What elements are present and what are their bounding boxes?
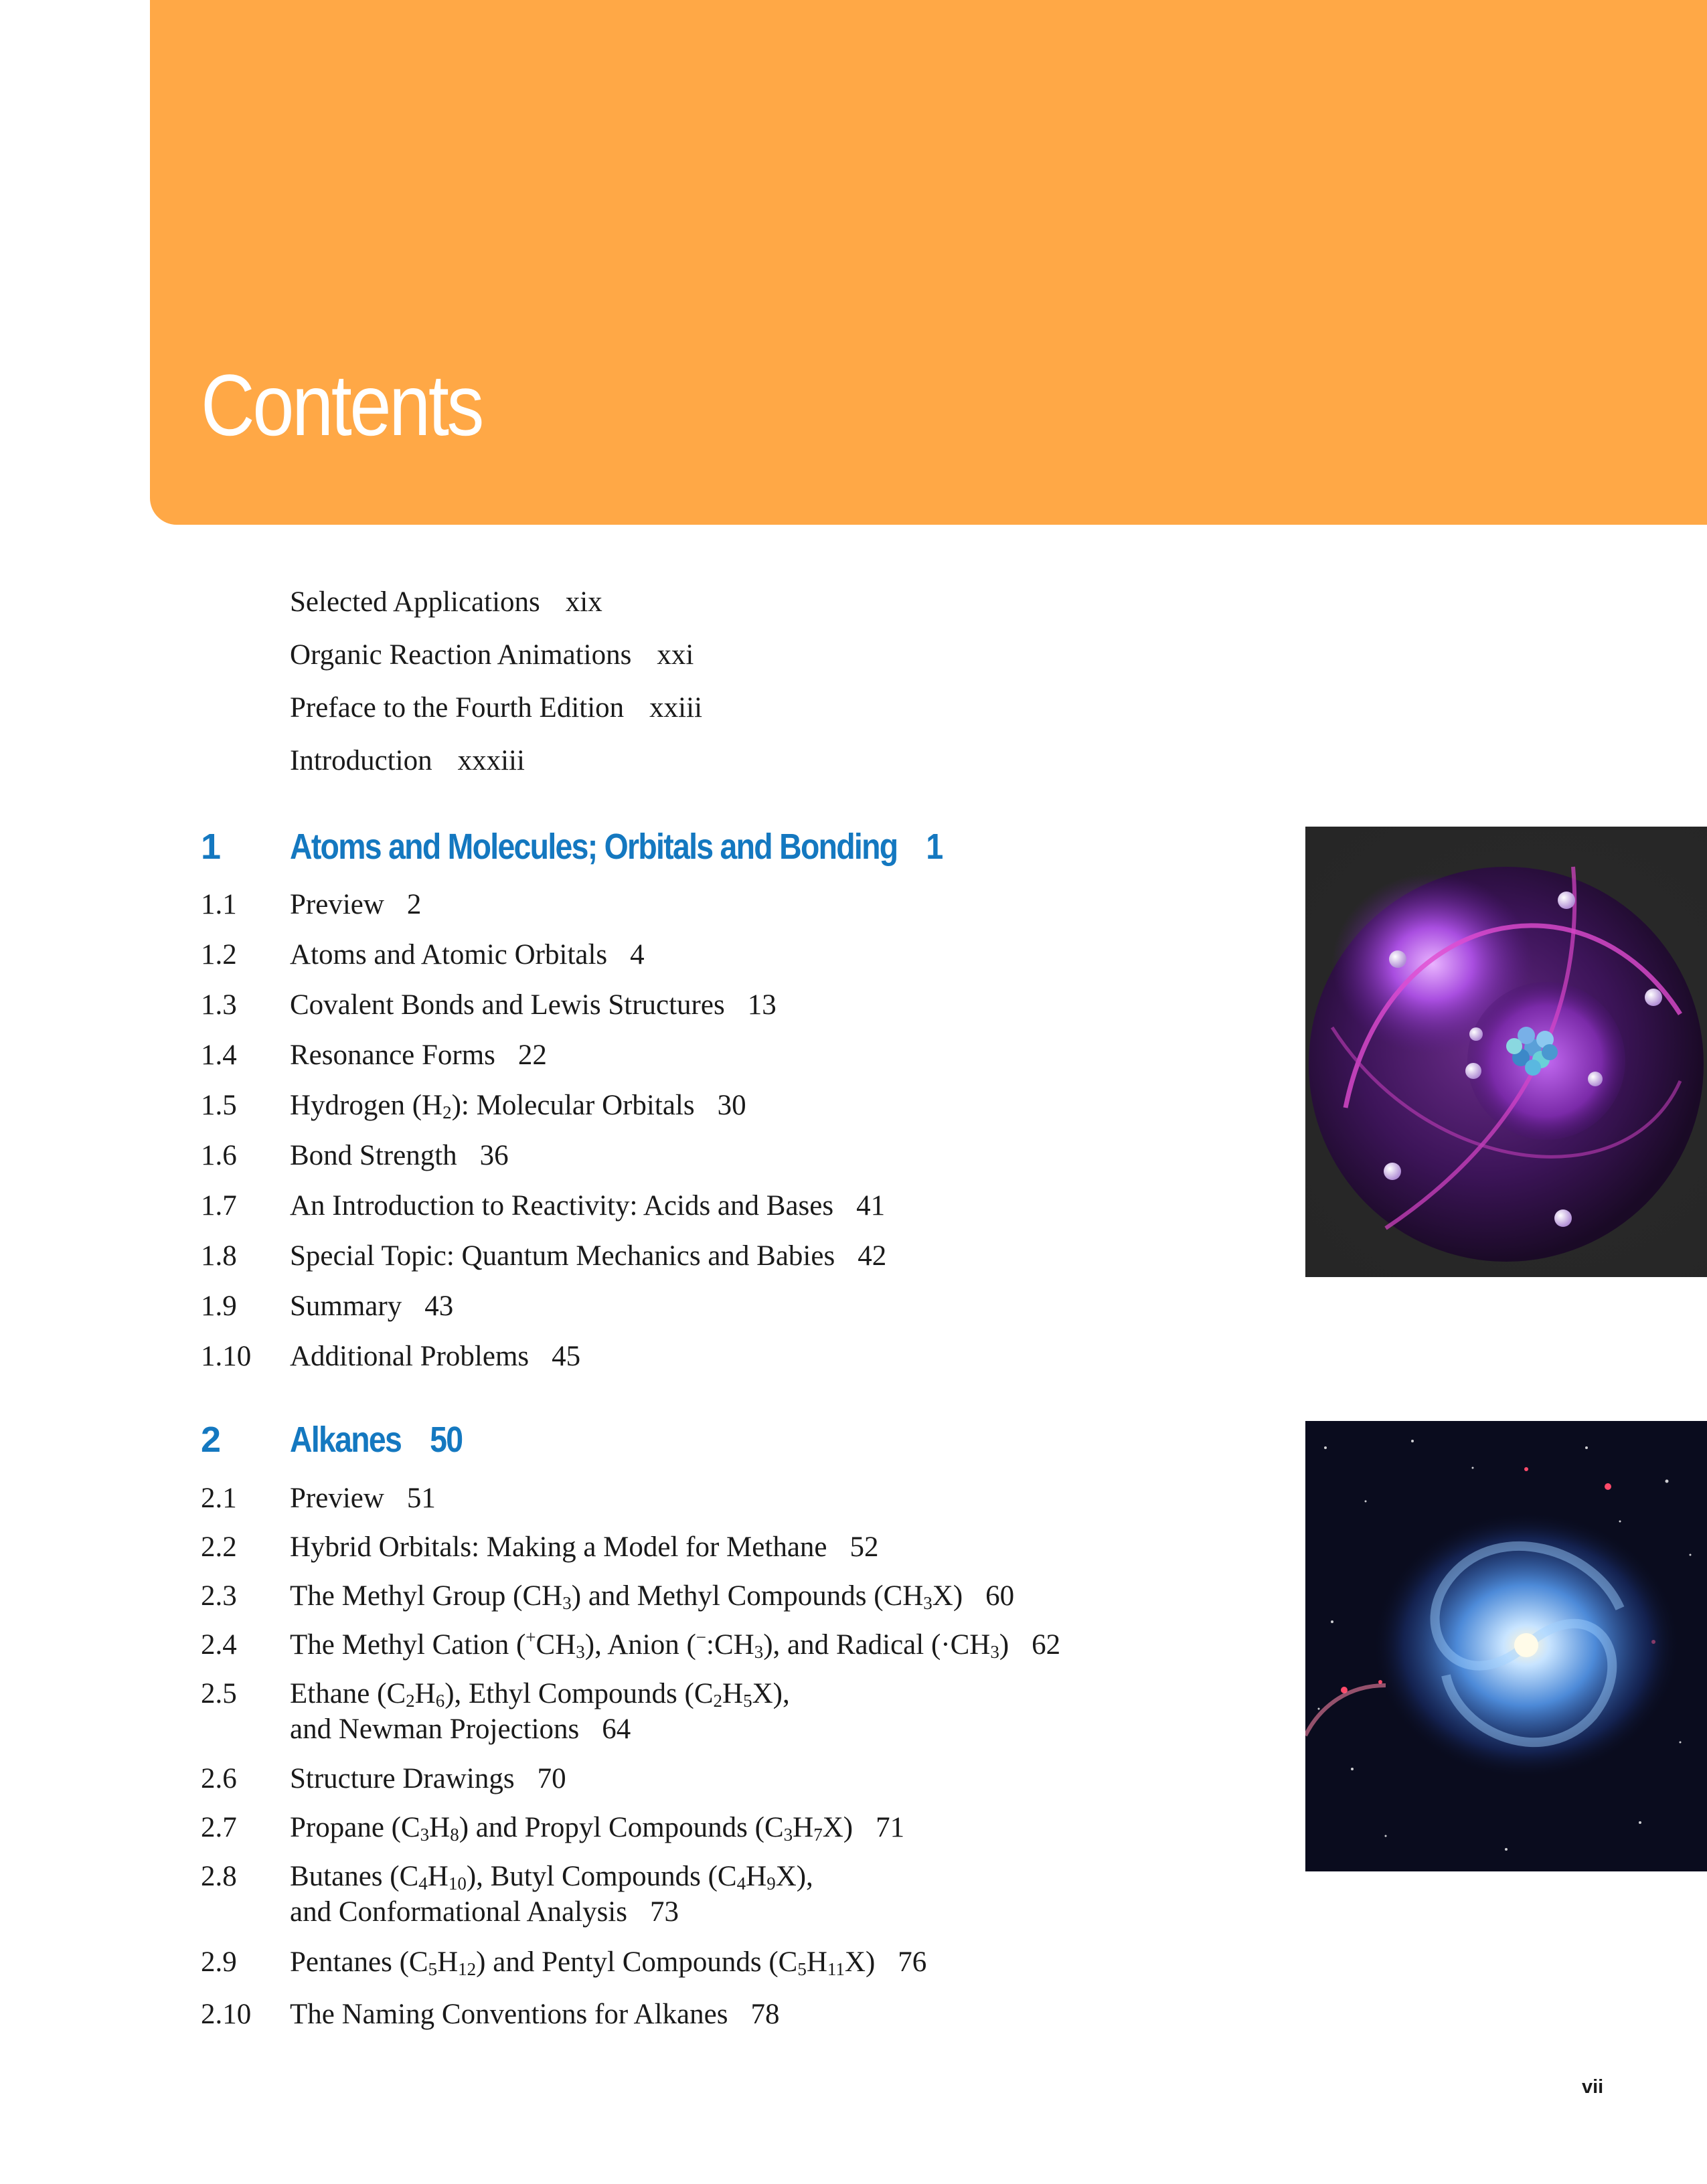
section-number: 2.7 <box>201 1812 237 1843</box>
section-page: 64 <box>602 1713 631 1745</box>
page-title: Contents <box>201 356 482 454</box>
galaxy-photo <box>1305 1421 1707 1871</box>
section-page: 30 <box>717 1090 746 1121</box>
section-number: 1.5 <box>201 1090 237 1121</box>
section-page: 43 <box>424 1290 454 1322</box>
section-page: 71 <box>876 1812 905 1843</box>
section-title: Pentanes $(C_5H_{12})$ and Pentyl Compounds $(C_5H_{11}X)$ <box>290 1946 876 1979</box>
section-title: Hydrogen $(H_2)$: Molecular Orbitals <box>290 1090 695 1122</box>
section-title-line2: and Conformational Analysis <box>290 1896 627 1928</box>
section-number: 1.6 <box>201 1140 237 1171</box>
section-number: 1.7 <box>201 1190 237 1222</box>
chapter-number: 1 <box>201 827 222 867</box>
section-title: Resonance Forms <box>290 1039 495 1071</box>
section-title: Preview <box>290 1483 384 1514</box>
section-page: 4 <box>630 939 645 971</box>
section-number: 1.3 <box>201 989 237 1021</box>
section-title: Covalent Bonds and Lewis Structures <box>290 989 725 1021</box>
section-page: 78 <box>750 1999 780 2030</box>
section-page: 41 <box>856 1190 886 1222</box>
section-number: 1.10 <box>201 1341 252 1372</box>
section-number: 2.9 <box>201 1946 237 1978</box>
section-title: Additional Problems <box>290 1341 530 1372</box>
section-number: 2.6 <box>201 1763 237 1794</box>
chapter-title: Atoms and Molecules; Orbitals and Bonding <box>290 827 898 867</box>
section-number: 1.2 <box>201 939 237 971</box>
section-number: 1.9 <box>201 1290 237 1322</box>
section-title: The Methyl Cation $(^+CH_3)$, Anion $(^-:CH_3)$, and Radical $(\cdot CH_3)$ <box>290 1627 1009 1662</box>
chapter-title: Alkanes <box>290 1420 402 1460</box>
section-page: 52 <box>849 1531 879 1563</box>
section-number: 2.1 <box>201 1483 237 1514</box>
section-page: 45 <box>552 1341 581 1372</box>
section-number: 2.5 <box>201 1678 237 1709</box>
front-matter-label: Selected Applications <box>290 586 540 618</box>
section-page: 73 <box>650 1896 679 1928</box>
section-number: 2.4 <box>201 1629 237 1661</box>
section-title: Structure Drawings <box>290 1763 515 1794</box>
section-title: The Naming Conventions for Alkanes <box>290 1999 728 2030</box>
front-matter-label: Introduction <box>290 745 432 776</box>
section-number: 1.8 <box>201 1240 237 1272</box>
section-page: 2 <box>406 889 422 920</box>
section-title: An Introduction to Reactivity: Acids and Bases <box>290 1190 834 1222</box>
section-page: 22 <box>517 1039 547 1071</box>
front-matter-page: xxi <box>657 639 694 671</box>
galaxy-photo-svg <box>1305 1421 1707 1871</box>
section-title: Butanes $(C_4H_{10})$, Butyl Compounds $(C_4H_9X)$, <box>290 1861 813 1894</box>
front-matter-label: Organic Reaction Animations <box>290 639 632 671</box>
atom-illustration-svg <box>1305 827 1707 1277</box>
front-matter-label: Preface to the Fourth Edition <box>290 692 625 724</box>
front-matter-page: xxiii <box>649 692 703 724</box>
section-page: 13 <box>747 989 777 1021</box>
section-page: 51 <box>406 1483 436 1514</box>
section-page: 76 <box>898 1946 927 1978</box>
front-matter-item[interactable] <box>290 746 525 775</box>
front-matter-item[interactable] <box>290 641 694 669</box>
section-page: 42 <box>858 1240 887 1272</box>
section-title: The Methyl Group $(CH_3)$ and Methyl Compounds $(CH_3X)$ <box>290 1580 963 1613</box>
section-title: Special Topic: Quantum Mechanics and Babies <box>290 1240 835 1272</box>
front-matter-page: xix <box>565 586 602 618</box>
section-number: 1.1 <box>201 889 237 920</box>
section-title: Propane $(C_3H_8)$ and Propyl Compounds $(C_3H_7X)$ <box>290 1812 854 1845</box>
section-title: Ethane $(C_2H_6)$, Ethyl Compounds $(C_2H_5X)$, <box>290 1678 790 1711</box>
chapter-page: 1 <box>926 827 943 867</box>
section-title-line2: and Newman Projections <box>290 1713 580 1745</box>
atom-illustration <box>1305 827 1707 1277</box>
section-title: Preview <box>290 889 384 920</box>
front-matter-item[interactable] <box>290 588 602 616</box>
chapter-number: 2 <box>201 1420 222 1460</box>
section-number: 2.2 <box>201 1531 237 1563</box>
chapter-page: 50 <box>430 1420 463 1460</box>
section-title: Bond Strength <box>290 1140 457 1171</box>
section-page: 62 <box>1032 1629 1061 1661</box>
section-page: 70 <box>537 1763 566 1794</box>
section-number: 2.3 <box>201 1580 237 1612</box>
section-number: 2.10 <box>201 1999 252 2030</box>
section-number: 2.8 <box>201 1861 237 1892</box>
section-page: 60 <box>985 1580 1015 1612</box>
section-title: Hybrid Orbitals: Making a Model for Methane <box>290 1531 827 1563</box>
section-title: Summary <box>290 1290 402 1322</box>
page-number: vii <box>1582 2076 1604 2098</box>
section-page: 36 <box>479 1140 509 1171</box>
section-title: Atoms and Atomic Orbitals <box>290 939 608 971</box>
section-number: 1.4 <box>201 1039 237 1071</box>
front-matter-item[interactable] <box>290 693 702 722</box>
front-matter-page: xxxiii <box>457 745 525 776</box>
